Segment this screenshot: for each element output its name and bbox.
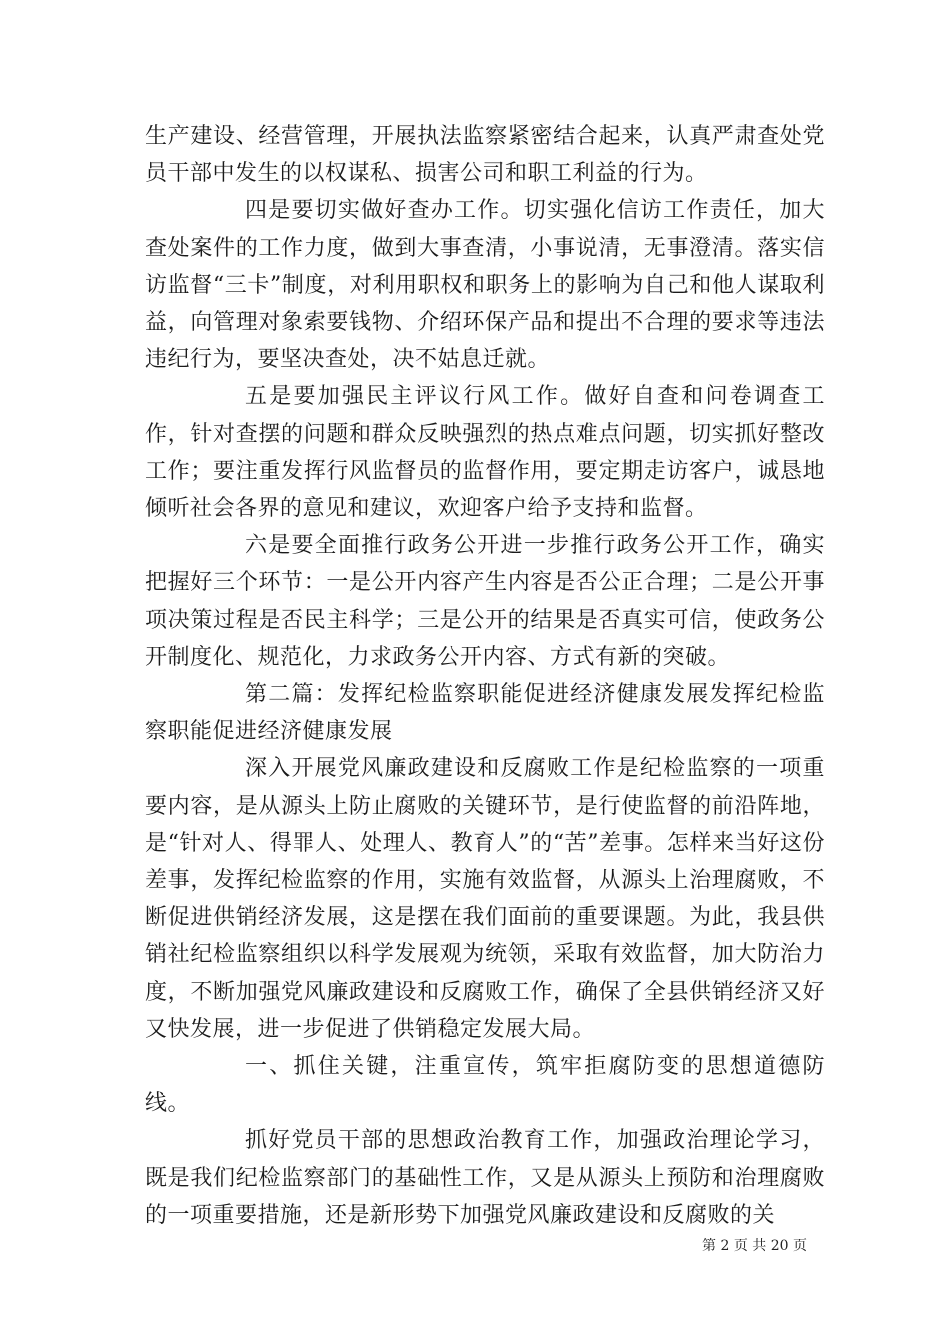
paragraph-2: 四是要切实做好查办工作。切实强化信访工作责任，加大查处案件的工作力度，做到大事查清，小事说清，无事澄清。落实信访监督“三卡”制度，对利用职权和职务上的影响为自己和他人谋取利益，向管理对象索要钱物、介绍环保产品和提出不合理的要求等违法违纪行为，要坚决查处，决不姑息迁就。 (145, 198, 825, 373)
paragraph-5: 深入开展党风廉政建设和反腐败工作是纪检监察的一项重要内容，是从源头上防止腐败的关键环节，是行使监督的前沿阵地，是“针对人、得罪人、处理人、教育人”的“苦”差事。怎样来当好这份差事，发挥纪检监察的作用，实施有效监督，从源头上治理腐败，不断促进供销经济发展，这是摆在我们面前的重要课题。为此，我县供销社纪检监察组织以科学发展观为统领，采取有效监督，加大防治力度，不断加强党风廉政建设和反腐败工作，确保了全县供销经济又好又快发展，进一步促进了供销稳定发展大局。 (145, 756, 825, 1042)
subsection-heading: 一、抓住关键，注重宣传，筑牢拒腐防变的思想道德防线。 (145, 1054, 825, 1117)
paragraph-6: 抓好党员干部的思想政治教育工作，加强政治理论学习，既是我们纪检监察部门的基础性工作，又是从源头上预防和治理腐败的一项重要措施，还是新形势下加强党风廉政建设和反腐败的关 (145, 1128, 825, 1228)
paragraph-1: 生产建设、经营管理，开展执法监察紧密结合起来，认真严肃查处党员干部中发生的以权谋私、损害公司和职工利益的行为。 (145, 124, 825, 187)
paragraph-3: 五是要加强民主评议行风工作。做好自查和问卷调查工作，针对查摆的问题和群众反映强烈的热点难点问题，切实抓好整改工作；要注重发挥行风监督员的监督作用，要定期走访客户，诚恳地倾听社会各界的意见和建议，欢迎客户给予支持和监督。 (145, 384, 825, 522)
page-number: 第 2 页 共 20 页 (702, 1238, 807, 1254)
document-body (145, 118, 825, 1234)
section-heading: 第二篇：发挥纪检监察职能促进经济健康发展发挥纪检监察职能促进经济健康发展 (145, 682, 825, 745)
paragraph-4: 六是要全面推行政务公开进一步推行政务公开工作，确实把握好三个环节：一是公开内容产生内容是否公正合理；二是公开事项决策过程是否民主科学；三是公开的结果是否真实可信，使政务公开制度化、规范化，力求政务公开内容、方式有新的突破。 (145, 533, 825, 670)
